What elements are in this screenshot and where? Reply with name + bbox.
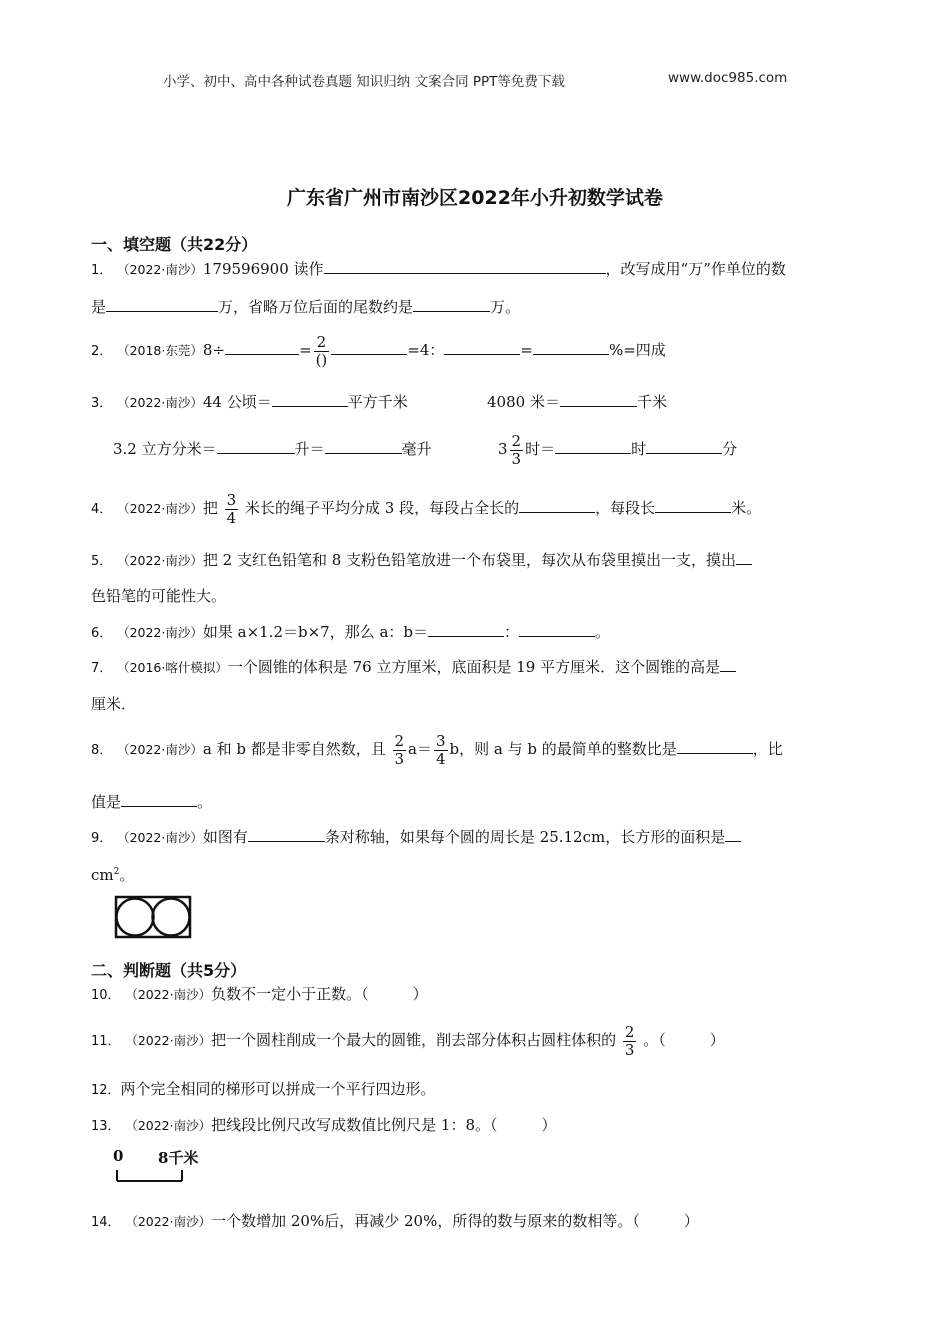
question-text: 44 公顷＝ xyxy=(202,393,272,411)
answer-blank[interactable] xyxy=(331,339,407,355)
question-number: 1． xyxy=(91,263,113,278)
question-text: 毫升 xyxy=(401,440,432,458)
answer-blank[interactable] xyxy=(428,621,504,637)
question-text: 千米 xyxy=(636,393,667,411)
question-text: 米。 xyxy=(731,499,762,517)
question-text: 4080 米＝ xyxy=(487,393,560,411)
answer-blank[interactable] xyxy=(413,296,490,312)
question-source: （2022·南沙） xyxy=(125,1033,212,1048)
section-heading-fill-blank: 一、填空题（共22分） xyxy=(91,235,258,254)
question-1-line-2 xyxy=(91,296,520,317)
answer-blank[interactable] xyxy=(533,339,609,355)
answer-blank[interactable] xyxy=(677,738,753,754)
question-text: 如图有 xyxy=(202,828,248,846)
question-9-line-2 xyxy=(91,862,134,885)
question-text: 时 xyxy=(631,440,647,458)
question-text: 条对称轴，如果每个圆的周长是 25.12cm，长方形的面积是 xyxy=(324,828,726,846)
question-text: 一个数增加 20%后，再减少 20%，所得的数与原来的数相等。（ xyxy=(211,1212,640,1230)
question-6 xyxy=(91,621,610,644)
question-9-line-1 xyxy=(91,826,741,849)
question-source: （2022·南沙） xyxy=(117,625,203,640)
fraction: $\frac{3}{4}$ xyxy=(436,731,446,768)
answer-blank[interactable] xyxy=(725,826,741,842)
question-7-line-1 xyxy=(91,656,736,679)
question-8-line-1 xyxy=(91,727,783,773)
question-text: = xyxy=(520,341,533,359)
page-title: 广东省广州市南沙区2022年小升初数学试卷 xyxy=(287,187,663,209)
scale-label-distance: 8千米 xyxy=(158,1149,199,1167)
line-segment-scale-bar xyxy=(114,1168,186,1184)
question-text: 两个完全相同的梯形可以拼成一个平行四边形。 xyxy=(120,1080,436,1098)
question-3-line-2 xyxy=(113,427,432,471)
question-12 xyxy=(91,1079,436,1101)
question-4 xyxy=(91,486,761,532)
question-10 xyxy=(91,984,428,1006)
question-number: 8． xyxy=(91,743,113,758)
question-text: 把 xyxy=(202,499,218,517)
question-text: 8÷ xyxy=(202,341,225,359)
question-text: 179596900 读作 xyxy=(202,260,324,278)
question-text: 平方千米 xyxy=(347,393,408,411)
answer-blank[interactable] xyxy=(121,791,197,807)
header-tagline: 小学、初中、高中各种试卷真题 知识归纳 文案合同 PPT等免费下载 xyxy=(163,74,565,90)
answer-blank[interactable] xyxy=(106,296,218,312)
question-number: 2． xyxy=(91,344,113,359)
question-13 xyxy=(91,1115,557,1137)
answer-blank[interactable] xyxy=(248,826,325,842)
answer-blank[interactable] xyxy=(519,497,595,513)
question-source: （2022·南沙） xyxy=(117,830,203,845)
question-3-line-1 xyxy=(91,391,408,414)
section-heading-true-false: 二、判断题（共5分） xyxy=(91,961,247,980)
question-text: ） xyxy=(541,1116,557,1134)
question-3-line-1b xyxy=(487,391,667,412)
question-text: 米长的绳子平均分成 3 段，每段占全长的 xyxy=(244,499,520,517)
question-3-line-2b xyxy=(498,427,737,471)
question-text: ： xyxy=(504,623,520,641)
fraction: $\frac{2}{3}$ xyxy=(394,731,405,768)
question-number: 4． xyxy=(91,502,113,517)
question-text: ，比 xyxy=(752,740,783,758)
question-text: 负数不一定小于正数。（ xyxy=(211,985,369,1003)
question-11 xyxy=(91,1018,725,1064)
question-text: 升＝ xyxy=(294,440,325,458)
question-source: （2022·南沙） xyxy=(117,501,203,516)
scale-label-zero: 0 xyxy=(113,1147,124,1165)
question-text: 。 xyxy=(119,866,135,884)
question-2 xyxy=(91,328,666,374)
question-text: 。（ xyxy=(643,1031,666,1049)
answer-blank[interactable] xyxy=(736,549,752,565)
superscript: 2 xyxy=(113,867,120,877)
question-number: 7． xyxy=(91,661,113,676)
question-14 xyxy=(91,1211,699,1233)
question-text: 万，省略万位后面的尾数约是 xyxy=(218,298,414,316)
answer-blank[interactable] xyxy=(646,438,722,454)
fraction: $\frac{2}{3}$ xyxy=(511,431,522,468)
question-number: 11． xyxy=(91,1034,121,1049)
question-text: ，每段长 xyxy=(595,499,656,517)
question-text: 。 xyxy=(595,623,611,641)
question-source: （2022·南沙） xyxy=(117,395,203,410)
rectangle-two-circles-figure xyxy=(114,895,194,941)
question-8-line-2 xyxy=(91,791,212,812)
question-text: a 和 b 都是非零自然数，且 xyxy=(202,740,386,758)
question-source: （2022·南沙） xyxy=(117,742,203,757)
question-text: ） xyxy=(683,1212,699,1230)
question-source: （2018·东莞） xyxy=(117,343,203,358)
question-text: 色铅笔的可能性大。 xyxy=(91,587,227,605)
question-5-line-1 xyxy=(91,549,752,572)
question-text: 3.2 立方分米＝ xyxy=(113,440,217,458)
question-text: 分 xyxy=(722,440,738,458)
question-text: ） xyxy=(709,1031,725,1049)
mixed-number-whole: 3 xyxy=(498,440,508,458)
question-text: 把 2 支红色铅笔和 8 支粉色铅笔放进一个布袋里，每次从布袋里摸出一支，摸出 xyxy=(202,551,737,569)
fraction: $\frac{3}{4}$ xyxy=(226,490,237,527)
question-1-line-1 xyxy=(91,258,786,281)
question-text: 万。 xyxy=(490,298,521,316)
question-text: b，则 a 与 b 的最简单的整数比是 xyxy=(449,740,677,758)
answer-blank[interactable] xyxy=(720,656,736,672)
question-source: （2022·南沙） xyxy=(125,1214,212,1229)
question-text: ） xyxy=(412,985,428,1003)
question-source: （2016·喀什模拟） xyxy=(117,660,228,675)
question-text: 把线段比例尺改写成数值比例尺是 1：8。（ xyxy=(211,1116,498,1134)
question-5-line-2 xyxy=(91,586,226,606)
question-text: 时＝ xyxy=(525,440,556,458)
answer-blank[interactable] xyxy=(519,621,595,637)
answer-blank[interactable] xyxy=(272,391,348,407)
question-text: 如果 a×1.2＝b×7，那么 a：b＝ xyxy=(202,623,429,641)
question-source: （2022·南沙） xyxy=(117,262,203,277)
question-number: 12． xyxy=(91,1083,121,1098)
question-source: （2022·南沙） xyxy=(117,553,203,568)
answer-blank[interactable] xyxy=(324,258,606,274)
question-text: 把一个圆柱削成一个最大的圆锥，削去部分体积占圆柱体积的 xyxy=(211,1031,617,1049)
question-number: 14． xyxy=(91,1215,121,1230)
question-text: 一个圆锥的体积是 76 立方厘米，底面积是 19 平方厘米．这个圆锥的高是 xyxy=(227,658,721,676)
answer-blank[interactable] xyxy=(555,438,631,454)
question-text: %=四成 xyxy=(608,341,666,359)
question-text: cm xyxy=(91,866,114,884)
header-site[interactable]: www.doc985.com xyxy=(668,70,788,86)
question-text: ，改写成用“万”作单位的数 xyxy=(605,260,786,278)
question-text: 厘米． xyxy=(91,695,137,713)
question-text: 是 xyxy=(91,298,107,316)
question-source: （2022·南沙） xyxy=(125,1118,212,1133)
question-text: 值是 xyxy=(91,793,122,811)
question-text: a＝ xyxy=(408,740,432,758)
question-number: 9． xyxy=(91,831,113,846)
question-source: （2022·南沙） xyxy=(125,987,212,1002)
question-text: =4： xyxy=(407,341,445,359)
question-number: 13． xyxy=(91,1119,121,1134)
answer-blank[interactable] xyxy=(225,339,299,355)
question-number: 5． xyxy=(91,554,113,569)
question-number: 6． xyxy=(91,626,113,641)
answer-blank[interactable] xyxy=(217,438,295,454)
question-number: 3． xyxy=(91,396,113,411)
question-number: 10． xyxy=(91,988,121,1003)
answer-blank[interactable] xyxy=(560,391,637,407)
fraction: $\frac{2}{()}$ xyxy=(315,332,328,369)
question-text: 。 xyxy=(197,793,213,811)
answer-blank[interactable] xyxy=(325,438,402,454)
answer-blank[interactable] xyxy=(444,339,520,355)
question-text: = xyxy=(298,341,312,359)
fraction: $\frac{2}{3}$ xyxy=(624,1022,635,1059)
question-7-line-2 xyxy=(91,694,136,714)
answer-blank[interactable] xyxy=(655,497,731,513)
